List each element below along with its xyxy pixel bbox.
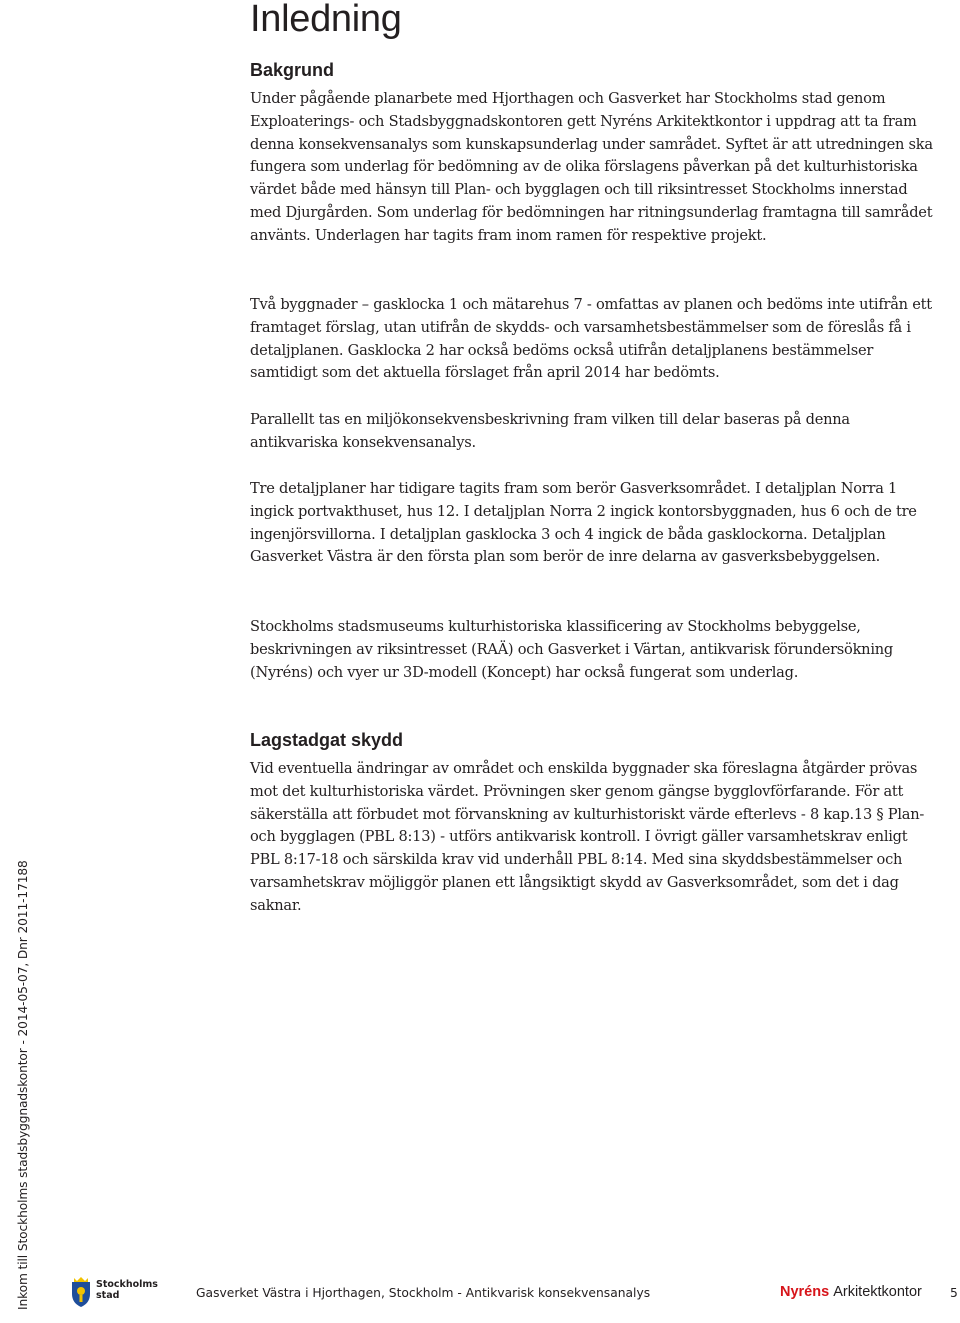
paragraph: Tre detaljplaner har tidigare tagits fram som berör Gasverksområdet. I detaljplan Norra 1 ingick portvakthuset, hus 12. I detaljplan Norra 2 ingick kontorsbyggnaden, hus 6 och de tre ingenjörsvillorna. I detaljplan gasklocka 3 och 4 ingick de båda gasklockorna. Detaljplan Gasverket Västra är den första plan som berör de inre delarna av gasverksbebyggelsen.: [250, 480, 917, 566]
brand-suffix: Arkitektkontor: [833, 1284, 922, 1300]
paragraph: Under pågående planarbete med Hjorthagen och Gasverket har Stockholms stad genom Exploaterings- och Stadsbyggnadskontoren gett Nyréns Arkitektkontor i uppdrag att ta fram denna konsekvensanalys som kunskapsunderlag under samrådet. Syftet är att utredningen ska fungera som underlag för bedömning av de olika förslagens påverkan på det kulturhistoriska värdet både med hänsyn till Plan- och bygglagen och till riksintresset Stockholms innerstad med Djurgården. Som underlag för bedömningen har ritningsunderlag framtagna till samrådet använts. Underlagen har tagits fram inom ramen för respektive projekt.: [250, 90, 933, 244]
paragraph: Stockholms stadsmuseums kulturhistoriska klassificering av Stockholms bebyggelse, beskrivningen av riksintresset (RAÄ) och Gasverket i Värtan, antikvarisk förundersökning (Nyréns) och vyer ur 3D-modell (Koncept) har också fungerat som underlag.: [250, 618, 893, 681]
footer-document-title: Gasverket Västra i Hjorthagen, Stockholm - Antikvarisk konsekvensanalys: [196, 1286, 651, 1300]
logo-line-2: stad: [96, 1290, 120, 1301]
brand-name: Nyréns: [780, 1284, 830, 1300]
stockholms-stad-logo: [70, 1276, 158, 1310]
page-title: Inledning: [250, 0, 402, 40]
section-heading-bakgrund: Bakgrund: [250, 60, 335, 80]
logo-line-1: Stockholms: [96, 1279, 158, 1290]
section-heading-lagstadgat-skydd: Lagstadgat skydd: [250, 730, 404, 750]
nyrens-brand: [780, 1284, 922, 1300]
paragraph: Två byggnader – gasklocka 1 och mätarehus 7 - omfattas av planen och bedöms inte utifrån ett framtaget förslag, utan utifrån de skydds- och varsamhetsbestämmelser som de föreslås få i detaljplanen. Gasklocka 2 har också bedöms också utifrån detaljplanens bestämmelser samtidigt som det aktuella förslaget från april 2014 har bedömts.: [250, 296, 932, 382]
paragraph: Parallellt tas en miljökonsekvensbeskrivning fram vilken till delar baseras på denna antikvariska konsekvensanalys.: [250, 411, 850, 451]
page-number: 5: [950, 1286, 958, 1300]
paragraph: Vid eventuella ändringar av området och enskilda byggnader ska föreslagna åtgärder prövas mot det kulturhistoriska värdet. Prövningen sker genom gängse bygglovförfarande. För att säkerställa att förbudet mot förvanskning av kulturhistoriskt värde efterlevs - 8 kap.13 § Plan- och bygglagen (PBL 8:13) - utförs antikvarisk kontroll. I övrigt gäller varsamhetskrav enligt PBL 8:17-18 och särskilda krav vid underhåll PBL 8:14. Med sina skyddsbestämmelser och varsamhetskrav möjliggör planen ett långsiktigt skydd av Gasverksområdet, som det i dag saknar.: [250, 760, 925, 914]
crown-shield-icon: [70, 1276, 92, 1308]
registration-stamp: Inkom till Stockholms stadsbyggnadskontor - 2014-05-07, Dnr 2011-17188: [16, 860, 30, 1310]
